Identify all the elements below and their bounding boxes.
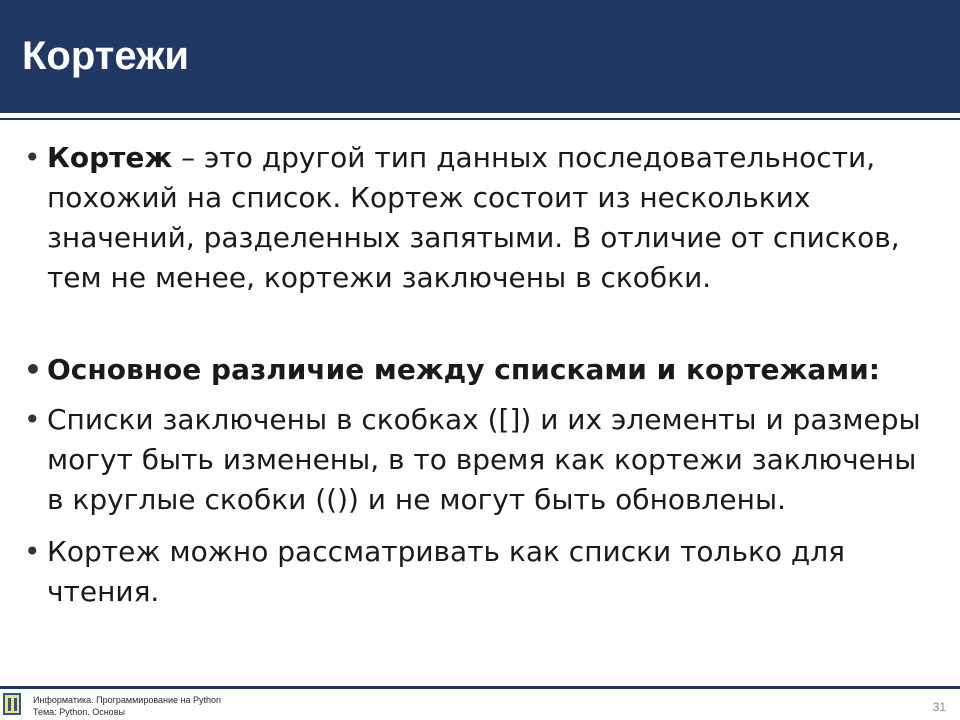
bullet-item-main-difference: • Основное различие между списками и кортежами:: [22, 350, 927, 390]
slide-title: Кортежи: [22, 34, 190, 78]
bullet-term: Кортеж: [47, 141, 173, 174]
bullet-item-tuple-definition: [22, 138, 927, 298]
footer-course-line: Информатика. Программирование на Python: [33, 695, 222, 705]
bullet-item-readonly-lists: • Кортеж можно рассматривать как списки только для чтения.: [22, 532, 927, 612]
university-building-icon: [3, 693, 21, 715]
footer-rule: [0, 686, 960, 689]
bullet-item-lists-vs-tuples: • Списки заключены в скобках ([]) и их элементы и размеры могут быть изменены, в то время как кортежи заключены в круглые скобки (()) и не могут быть обновлены.: [22, 400, 927, 520]
slide-content: [22, 138, 927, 612]
bullet-text: – это другой тип данных последовательности, похожий на список. Кортеж состоит из нескольких значений, разделенных запятыми. В отличие от списков, тем не менее, кортежи заключены в скобки.: [47, 141, 900, 294]
page-number: 31: [932, 700, 946, 714]
footer-topic-line: Тема: Python. Основы: [33, 707, 125, 717]
title-bar: [0, 0, 960, 113]
footer-text: [33, 694, 221, 718]
